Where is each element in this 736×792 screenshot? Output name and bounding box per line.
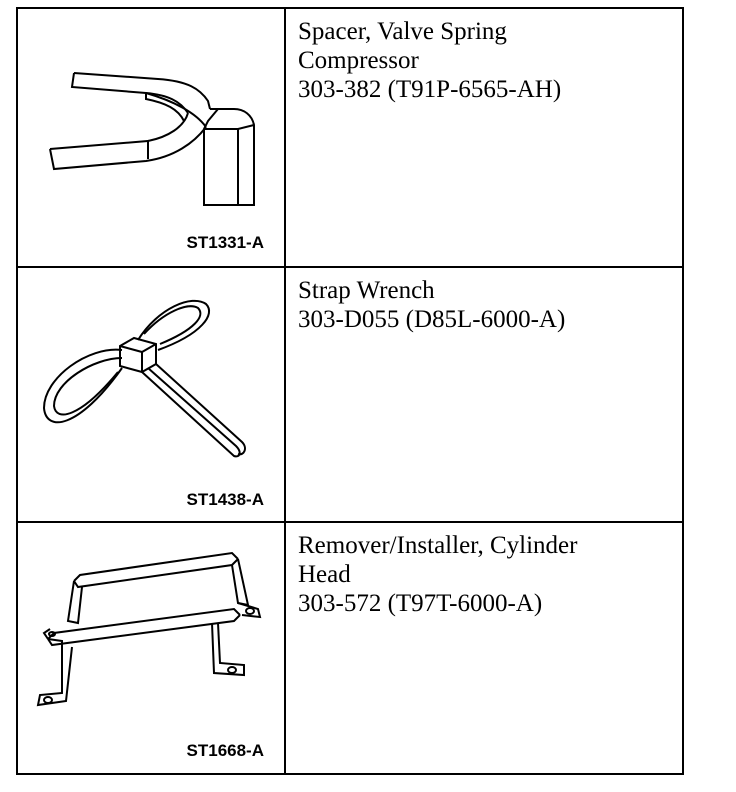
cylinder-head-remover-icon [18,523,284,773]
tool-description [286,268,682,521]
tool-name-line: Spacer, Valve Spring [298,18,507,45]
strap-wrench-icon [18,268,284,521]
tool-row [18,266,682,521]
tool-name-line: Compressor [298,47,419,74]
tool-row [18,521,682,773]
figure-code: ST1438-A [186,490,264,509]
tool-name-line: Remover/Installer, Cylinder [298,532,578,559]
special-tools-table [16,7,684,775]
tool-illustration-cell [18,268,286,521]
figure-code: ST1668-A [186,741,264,760]
tool-part-number: 303-572 (T97T-6000-A) [298,590,543,617]
tool-description [286,523,682,773]
tool-part-number: 303-382 (T91P-6565-AH) [298,76,562,103]
tool-description [286,9,682,266]
figure-code: ST1331-A [186,233,264,252]
valve-spring-spacer-icon [18,9,284,264]
tool-illustration-cell [18,9,286,266]
tool-name-line: Head [298,561,351,588]
tool-row [18,9,682,266]
tool-illustration-cell [18,523,286,773]
tool-name-line: Strap Wrench [298,277,435,304]
tool-part-number: 303-D055 (D85L-6000-A) [298,306,566,333]
